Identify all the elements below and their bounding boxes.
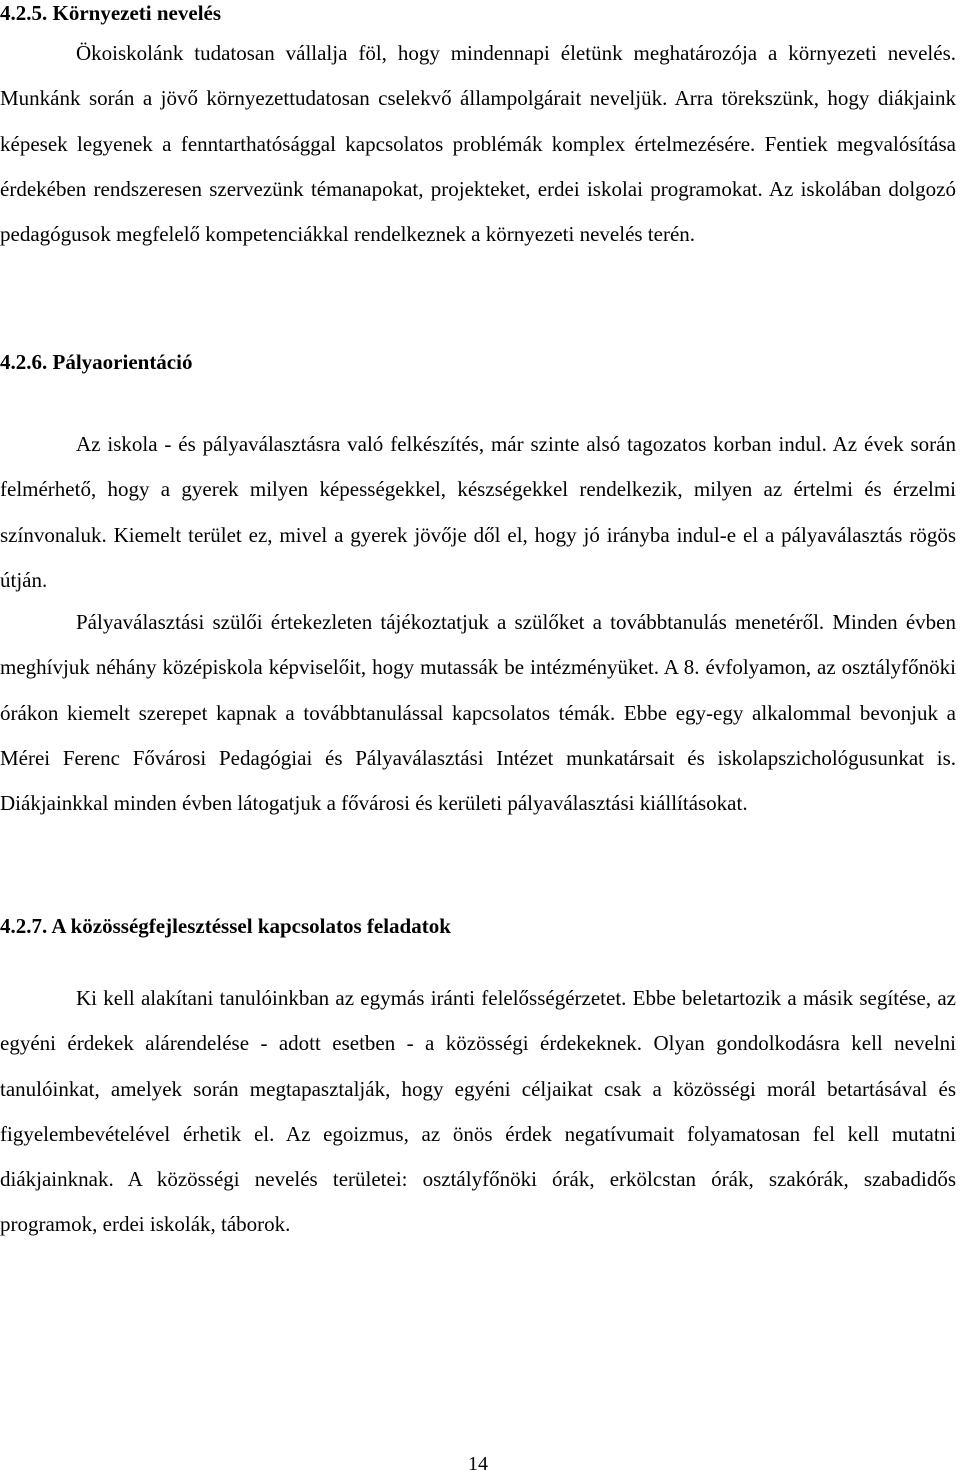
- section-heading-community-development: 4.2.7. A közösségfejlesztéssel kapcsolatos feladatok: [0, 914, 451, 938]
- section-heading-career-orientation: 4.2.6. Pályaorientáció: [0, 350, 193, 374]
- page-number: 14: [468, 1453, 488, 1475]
- paragraph-career-orientation-2: Pályaválasztási szülői értekezleten tájékoztatjuk a szülőket a továbbtanulás menetéről. Minden évben meghívjuk néhány középiskola képviselőit, hogy mutassák be intézményüket. A 8. évfolyamon, az osztályfőnöki órákon kiemelt szerepet kapnak a továbbtanulással kapcsolatos témák. Ebbe egy-egy alkalommal bevonjuk a Mérei Ferenc Fővárosi Pedagógiai és Pályaválasztási Intézet munkatársait és iskolapszichológusunkat is. Diákjainkkal minden évben látogatjuk a fővárosi és kerületi pályaválasztási kiállításokat.: [0, 610, 956, 816]
- paragraph-environmental-education: Ökoiskolánk tudatosan vállalja föl, hogy mindennapi életünk meghatározója a környezeti nevelés. Munkánk során a jövő környezettudatosan cselekvő állampolgárait neveljük. Arra törekszünk, hogy diákjaink képesek legyenek a fenntarthatósággal kapcsolatos problémák komplex értelmezésére. Fentiek megvalósítása érdekében rendszeresen szervezünk témanapokat, projekteket, erdei iskolai programokat. Az iskolában dolgozó pedagógusok megfelelő kompetenciákkal rendelkeznek a környezeti nevelés terén.: [0, 41, 956, 247]
- section-heading-environmental-education: 4.2.5. Környezeti nevelés: [0, 1, 222, 25]
- paragraph-career-orientation-1: Az iskola - és pályaválasztásra való felkészítés, már szinte alsó tagozatos korban indul. Az évek során felmérhető, hogy a gyerek milyen képességekkel, készségekkel rendelkezik, milyen az értelmi és érzelmi színvonaluk. Kiemelt terület ez, mivel a gyerek jövője dől el, hogy jó irányba indul-e el a pályaválasztás rögös útján.: [0, 432, 956, 592]
- paragraph-community-development: Ki kell alakítani tanulóinkban az egymás iránti felelősségérzetet. Ebbe beletartozik a másik segítése, az egyéni érdekek alárendelése - adott esetben - a közösségi érdekeknek. Olyan gondolkodásra kell nevelni tanulóinkat, amelyek során megtapasztalják, hogy egyéni céljaikat csak a közösségi morál betartásával és figyelembevételével érhetik el. Az egoizmus, az önös érdek negatívumait folyamatosan fel kell mutatni diákjainknak. A közösségi nevelés területei: osztályfőnöki órák, erkölcstan órák, szakórák, szabadidős programok, erdei iskolák, táborok.: [0, 986, 956, 1237]
